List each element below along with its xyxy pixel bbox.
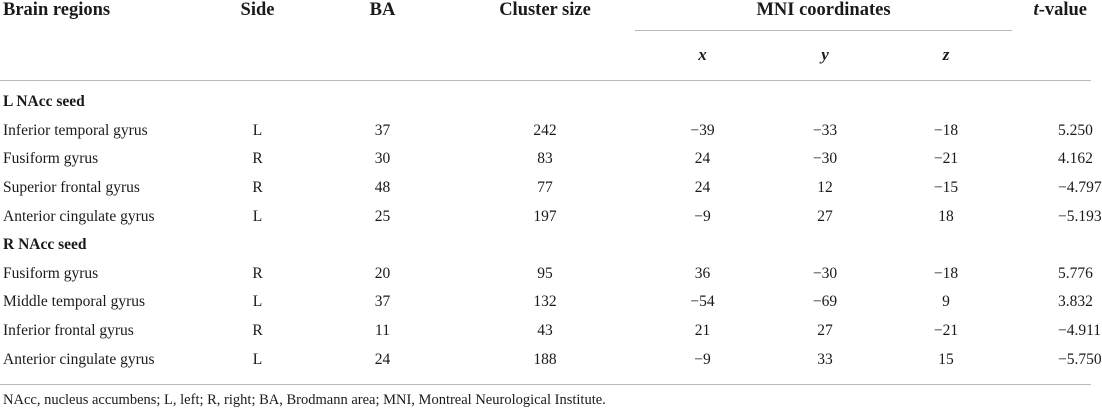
cell-ba: 37 xyxy=(374,121,391,139)
cell-z: −21 xyxy=(933,322,959,340)
header-row-primary xyxy=(0,0,1091,30)
mni-underline xyxy=(635,30,1012,31)
header-cluster-size: Cluster size xyxy=(499,0,591,20)
cell-y: 27 xyxy=(817,207,833,225)
group-label: L NAcc seed xyxy=(3,93,85,111)
cell-y: −33 xyxy=(812,121,838,139)
cell-t: 5.250 xyxy=(1058,121,1093,139)
cell-ba: 30 xyxy=(374,150,391,168)
cell-ba: 24 xyxy=(374,350,391,368)
header-mni-label: MNI coordinates xyxy=(756,0,891,20)
cell-z: −21 xyxy=(933,150,959,168)
table-row xyxy=(0,288,1091,317)
cell-x: −54 xyxy=(690,293,715,311)
cell-t: 4.162 xyxy=(1058,150,1093,168)
cell-ba: 25 xyxy=(374,207,391,225)
header-spacer-1 xyxy=(0,30,205,81)
cell-y: 27 xyxy=(817,322,833,340)
header-spacer-5 xyxy=(1012,30,1091,81)
group-row xyxy=(0,231,1091,260)
cell-y: 33 xyxy=(817,350,833,368)
group-row-l-nacc xyxy=(0,88,1091,117)
cell-t: 5.776 xyxy=(1058,264,1093,282)
cell-region: Fusiform gyrus xyxy=(3,150,99,168)
cell-region: Superior frontal gyrus xyxy=(3,179,140,197)
table-row xyxy=(0,174,1091,203)
cell-cluster: 43 xyxy=(537,322,553,340)
cell-region: Fusiform gyrus xyxy=(3,264,99,282)
cell-region: Middle temporal gyrus xyxy=(3,293,146,311)
cell-x: 36 xyxy=(694,264,711,282)
cell-side: L xyxy=(252,121,263,139)
cell-t: −4.911 xyxy=(1058,322,1102,340)
cell-x: 24 xyxy=(694,179,711,197)
cell-side: L xyxy=(252,350,263,368)
table-row xyxy=(0,345,1091,374)
header-spacer-4 xyxy=(455,30,635,81)
table-row xyxy=(0,117,1091,146)
cell-region: Inferior frontal gyrus xyxy=(3,322,134,340)
cell-y: −30 xyxy=(812,264,838,282)
cell-y: 12 xyxy=(817,179,833,197)
table-row xyxy=(0,317,1091,346)
cell-t: 3.832 xyxy=(1058,293,1093,311)
cell-side: R xyxy=(252,322,263,340)
cell-t: −4.797 xyxy=(1058,179,1102,197)
cell-cluster: 83 xyxy=(537,150,553,168)
cell-z: −18 xyxy=(933,264,959,282)
header-y: y xyxy=(821,45,829,64)
cell-t: −5.193 xyxy=(1058,207,1102,225)
cell-cluster: 188 xyxy=(533,350,557,368)
cell-t: −5.750 xyxy=(1058,350,1102,368)
cell-x: −9 xyxy=(694,207,711,225)
cell-cluster: 132 xyxy=(533,293,557,311)
cell-ba: 20 xyxy=(374,264,391,282)
header-t-value xyxy=(1012,0,1091,30)
header-ba: BA xyxy=(369,0,396,20)
cell-side: R xyxy=(252,179,263,197)
header-x: x xyxy=(698,45,707,64)
header-spacer-3 xyxy=(310,30,455,81)
cell-x: −9 xyxy=(694,350,711,368)
table-body xyxy=(0,81,1102,374)
cell-z: 9 xyxy=(942,293,950,311)
table-row xyxy=(0,145,1091,174)
header-spacer-2 xyxy=(205,30,310,81)
cell-y: −30 xyxy=(812,150,838,168)
table-row xyxy=(0,260,1091,289)
cell-cluster: 197 xyxy=(533,207,557,225)
header-row-secondary xyxy=(0,30,1091,81)
header-t-suffix: -value xyxy=(1038,0,1087,20)
header-mni-coordinates xyxy=(635,0,1012,30)
cell-x: −39 xyxy=(690,121,715,139)
cell-z: 18 xyxy=(938,207,954,225)
cell-ba: 11 xyxy=(375,322,390,340)
cell-x: 24 xyxy=(694,150,711,168)
cell-side: R xyxy=(252,150,263,168)
cell-region: Inferior temporal gyrus xyxy=(3,121,148,139)
cell-y: −69 xyxy=(812,293,838,311)
cell-side: L xyxy=(252,207,263,225)
cell-x: 21 xyxy=(694,322,711,340)
group-label: R NAcc seed xyxy=(3,236,87,254)
footnote-divider xyxy=(0,384,1091,385)
cell-cluster: 242 xyxy=(533,121,557,139)
cell-ba: 37 xyxy=(374,293,391,311)
header-z: z xyxy=(942,45,950,64)
cell-region: Anterior cingulate gyrus xyxy=(3,207,155,225)
header-side: Side xyxy=(240,0,275,20)
cell-cluster: 77 xyxy=(537,179,553,197)
cell-region: Anterior cingulate gyrus xyxy=(3,350,155,368)
cell-z: 15 xyxy=(938,350,954,368)
cell-ba: 48 xyxy=(374,179,391,197)
spacer-row xyxy=(0,81,1091,89)
cell-z: −15 xyxy=(933,179,959,197)
cell-cluster: 95 xyxy=(537,264,553,282)
footnote: NAcc, nucleus accumbens; L, left; R, right; BA, Brodmann area; MNI, Montreal Neurological Institute. xyxy=(3,392,606,408)
header-brain-regions: Brain regions xyxy=(3,0,111,20)
cell-z: −18 xyxy=(933,121,959,139)
cell-side: R xyxy=(252,264,263,282)
header-t-italic: t xyxy=(1033,0,1039,20)
table-row xyxy=(0,202,1091,231)
cell-side: L xyxy=(252,293,263,311)
